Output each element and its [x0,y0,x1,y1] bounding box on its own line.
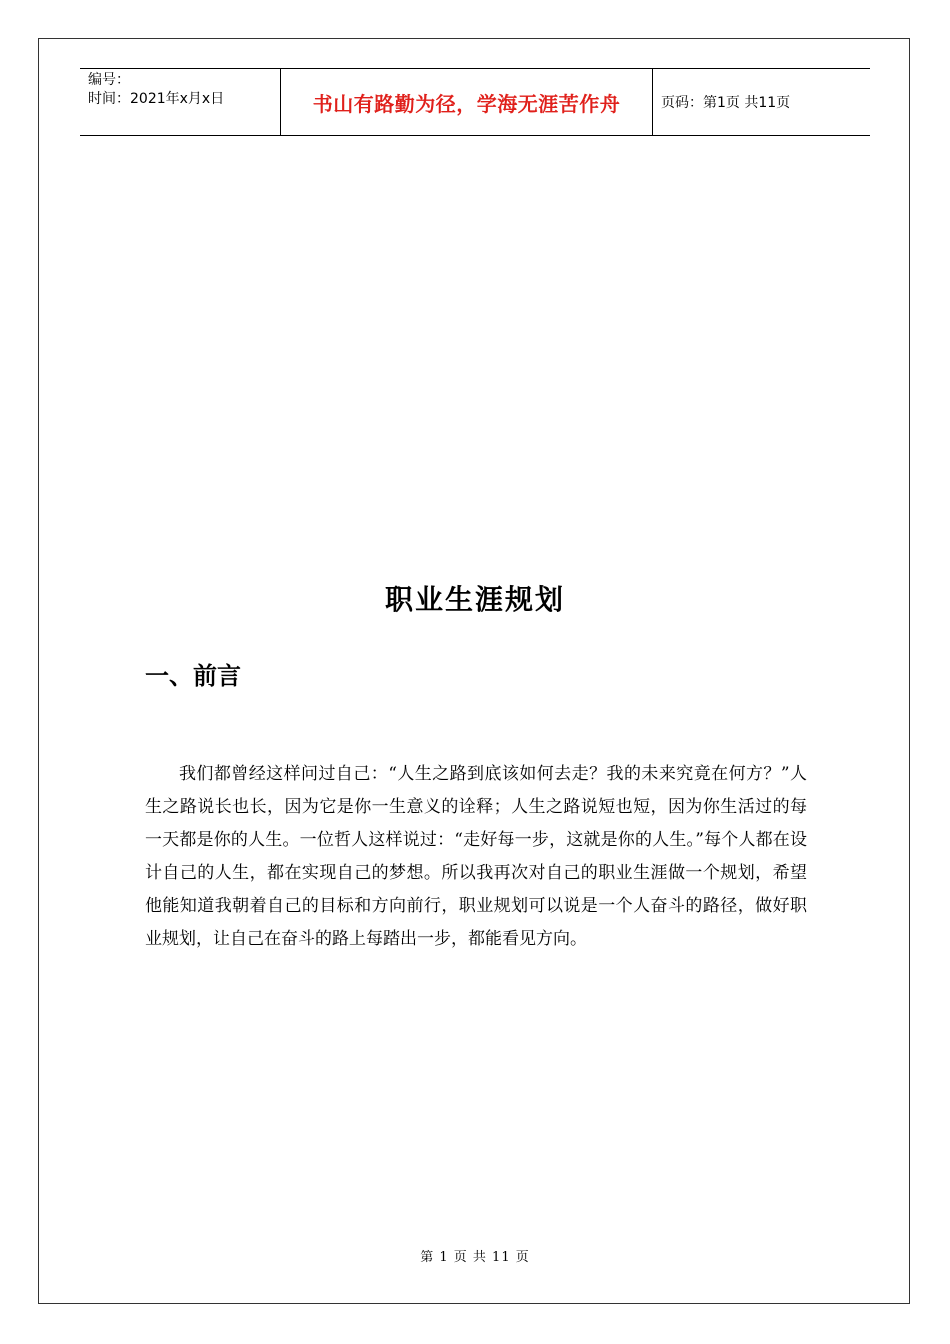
header-time-label: 时间：2021年x月x日 [88,91,225,107]
document-header [80,68,870,136]
body-paragraph: 我们都曾经这样问过自己：“人生之路到底该如何去走？我的未来究竟在何方？”人生之路说长也长，因为它是你一生意义的诠释；人生之路说短也短，因为你生活过的每一天都是你的人生。一位哲人这样说过：“走好每一步，这就是你的人生。”每个人都在设计自己的人生，都在实现自己的梦想。所以我再次对自己的职业生涯做一个规划，希望他能知道我朝着自己的目标和方向前行，职业规划可以说是一个人奋斗的路径，做好职业规划，让自己在奋斗的路上每踏出一步，都能看见方向。 [145,764,807,949]
header-meta [80,69,281,135]
page-footer: 第 1 页 共 11 页 [420,1250,530,1265]
header-page-info: 页码：第1页 共11页 [661,95,791,111]
header-number-label: 编号： [88,72,130,88]
header-motto: 书山有路勤为径，学海无涯苦作舟 [281,69,653,135]
document-title: 职业生涯规划 [384,583,565,616]
section-heading: 一、前言 [145,662,241,690]
